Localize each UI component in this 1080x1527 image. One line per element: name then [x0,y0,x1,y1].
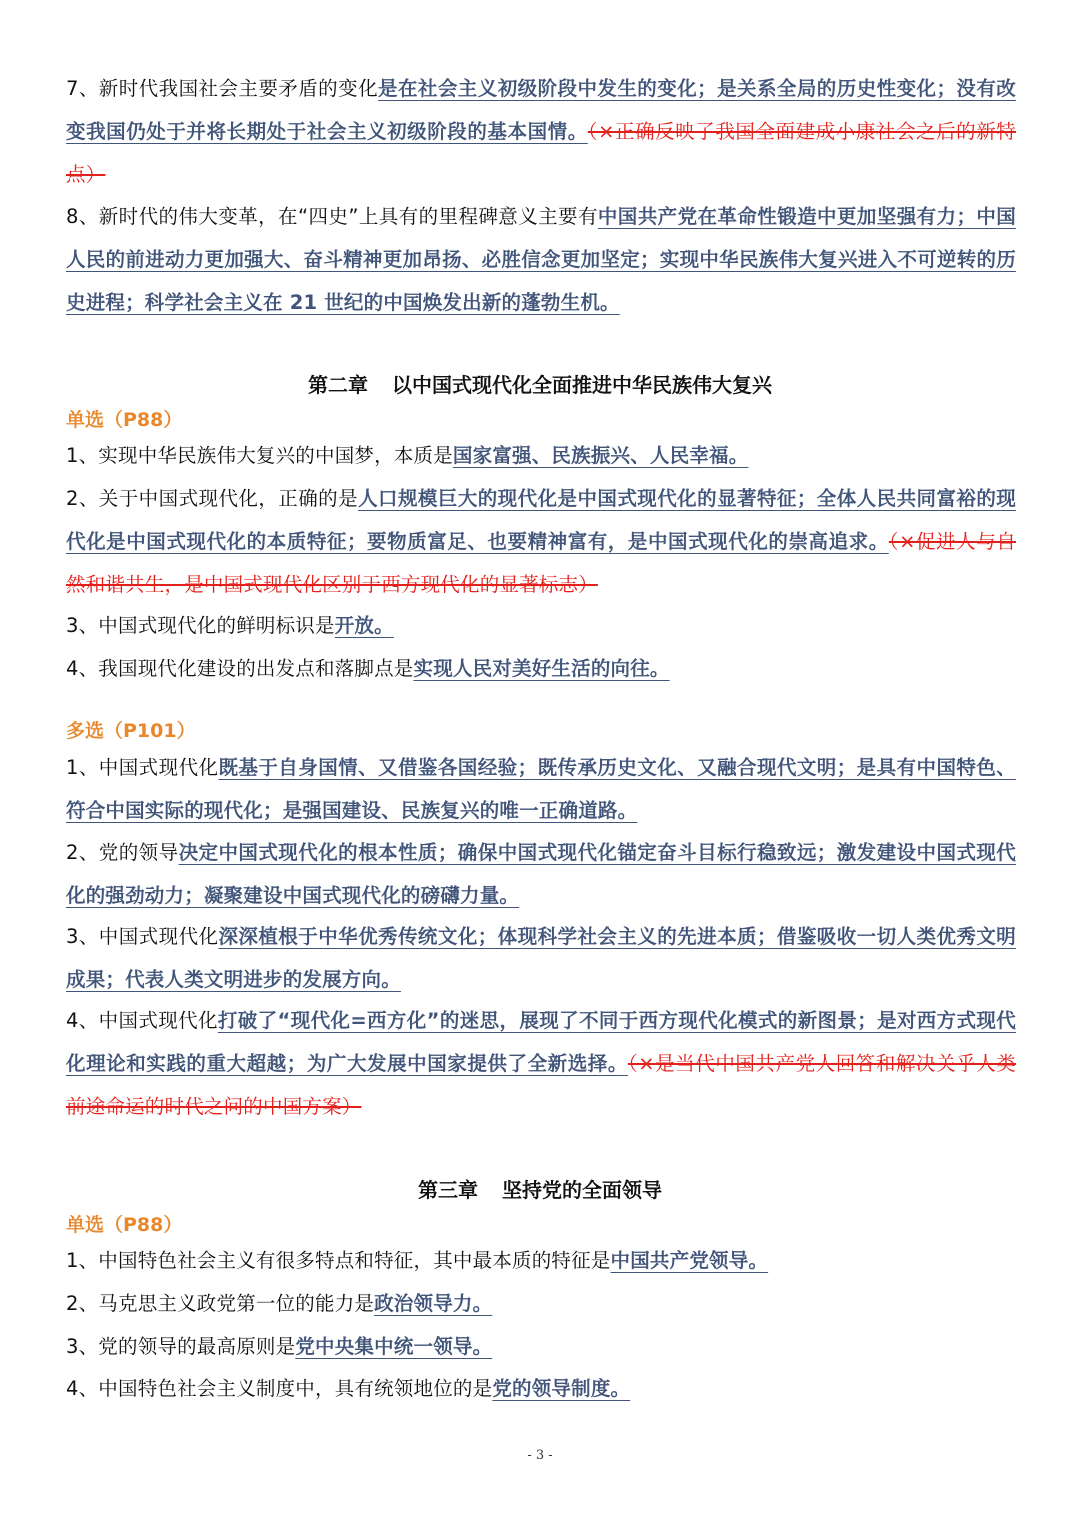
list-item [66,915,1016,1001]
page-number: - 3 - [527,1448,553,1463]
wrong-option-text: （×是当代中国共产党人回答和解决关乎人类前途命运的时代之问的中国方案） [66,1052,1016,1118]
question-text: 7、新时代我国社会主要矛盾的变化 [66,77,379,100]
answer-text: 国家富强、民族振兴、人民幸福。 [452,444,749,467]
answer-text: 中国共产党在革命性锻造中更加坚强有力；中国人民的前进动力更加强大、奋斗精神更加昂扬、必胜信念更加坚定；实现中华民族伟大复兴进入不可逆转的历史进程；科学社会主义在 21 世纪的中国焕发出新的蓬勃生机。 [66,205,1016,314]
list-item [66,999,1016,1128]
question-text: 3、中国式现代化 [66,925,219,948]
list-item [66,1325,1016,1368]
answer-text: 深深植根于中华优秀传统文化；体现科学社会主义的先进本质；借鉴吸收一切人类优秀文明成果；代表人类文明进步的发展方向。 [66,925,1016,991]
section-heading: 多选（P101） [66,720,196,742]
answer-text: 开放。 [334,614,394,637]
question-text: 1、实现中华民族伟大复兴的中国梦，本质是 [66,444,453,467]
list-item [66,477,1016,606]
chapter-title-text: 坚持党的全面领导 [502,1178,662,1202]
answer-text: 打破了“现代化=西方化”的迷思，展现了不同于西方现代化模式的新图景；是对西方式现代化理论和实践的重大超越；为广大发展中国家提供了全新选择。 [66,1009,1017,1075]
answer-text: 是在社会主义初级阶段中发生的变化；是关系全局的历史性变化；没有改变我国仍处于并将长期处于社会主义初级阶段的基本国情。 [66,77,1017,143]
question-text: 3、中国式现代化的鲜明标识是 [66,614,335,637]
question-text: 4、中国式现代化 [66,1009,218,1032]
list-item [66,195,1016,324]
question-text: 2、马克思主义政党第一位的能力是 [66,1292,375,1315]
list-item [66,831,1016,917]
wrong-option-text: （×促进人与自然和谐共生，是中国式现代化区别于西方现代化的显著标志） [66,530,1016,596]
answer-text: 政治领导力。 [374,1292,493,1315]
question-text: 4、中国特色社会主义制度中，具有统领地位的是 [66,1377,493,1400]
question-text: 1、中国式现代化 [66,756,219,779]
answer-text: 实现人民对美好生活的向往。 [413,657,670,680]
list-item [66,434,1016,477]
answer-text: 中国共产党领导。 [610,1249,769,1272]
list-item [66,67,1016,196]
chapter-title-text: 以中国式现代化全面推进中华民族伟大复兴 [392,373,772,397]
answer-text: 党中央集中统一领导。 [295,1335,493,1358]
question-text: 4、我国现代化建设的出发点和落脚点是 [66,657,414,680]
list-item [66,1239,1016,1282]
chapter-number: 第三章 [418,1178,478,1202]
answer-text: 既基于自身国情、又借鉴各国经验；既传承历史文化、又融合现代文明；是具有中国特色、符合中国实际的现代化；是强国建设、民族复兴的唯一正确道路。 [66,756,1016,822]
list-item [66,1282,1016,1325]
wrong-option-text: （×正确反映了我国全面建成小康社会之后的新特点） [66,120,1016,186]
list-item [66,746,1016,832]
question-text: 8、新时代的伟大变革，在“四史”上具有的里程碑意义主要有 [66,205,598,228]
list-item [66,1367,1016,1410]
answer-text: 决定中国式现代化的根本性质；确保中国式现代化锚定奋斗目标行稳致远；激发建设中国式现代化的强劲动力；凝聚建设中国式现代化的磅礴力量。 [66,841,1016,907]
chapter-title [0,1175,1080,1205]
question-text: 3、党的领导的最高原则是 [66,1335,296,1358]
question-text: 1、中国特色社会主义有很多特点和特征，其中最本质的特征是 [66,1249,611,1272]
answer-text: 人口规模巨大的现代化是中国式现代化的显著特征；全体人民共同富裕的现代化是中国式现代化的本质特征；要物质富足、也要精神富有，是中国式现代化的崇高追求。 [66,487,1016,553]
list-item [66,647,1016,690]
chapter-title [0,370,1080,400]
list-item [66,604,1016,647]
chapter-number: 第二章 [308,373,368,397]
section-heading: 单选（P88） [66,409,183,431]
question-text: 2、关于中国式现代化，正确的是 [66,487,359,510]
section-heading: 单选（P88） [66,1214,183,1236]
answer-text: 党的领导制度。 [492,1377,631,1400]
question-text: 2、党的领导 [66,841,179,864]
